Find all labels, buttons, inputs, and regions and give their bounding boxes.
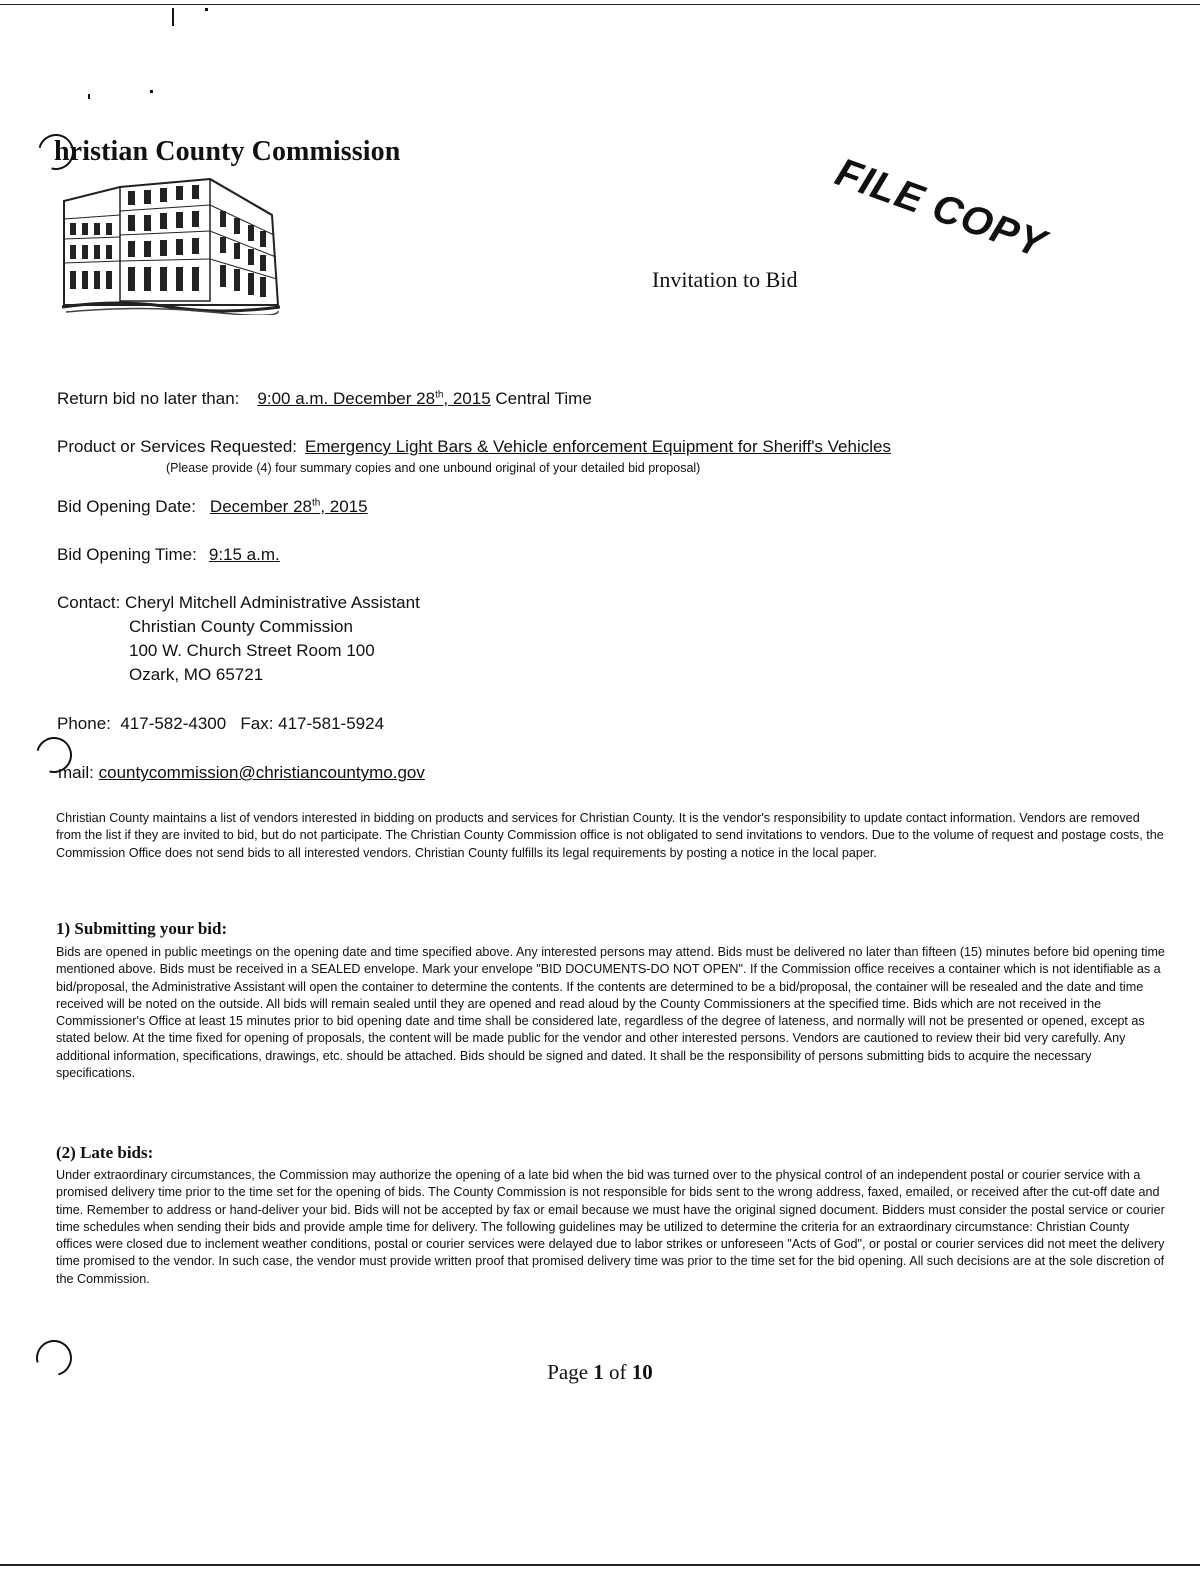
product-value: Emergency Light Bars & Vehicle enforcement Equipment for Sheriff's Vehicles — [305, 437, 891, 456]
return-bid-suffix: Central Time — [495, 389, 592, 408]
top-border-line — [0, 4, 1200, 5]
email-link[interactable]: countycommission@christiancountymo.gov — [98, 763, 425, 782]
scan-speck — [88, 94, 90, 99]
contact-city: Ozark, MO 65721 — [129, 665, 264, 684]
opening-date-label: Bid Opening Date: — [57, 497, 196, 516]
opening-date-field — [57, 497, 368, 517]
section-heading-late-bids: (2) Late bids: — [56, 1143, 154, 1162]
product-label: Product or Services Requested: — [57, 437, 298, 456]
opening-date-value: December 28th, 2015 — [209, 497, 368, 516]
opening-time-field — [57, 545, 280, 565]
scan-speck — [150, 90, 153, 93]
file-copy-stamp: FILE COPY — [829, 150, 1052, 267]
section-body-submitting: Bids are opened in public meetings on the opening date and time specified above. Any interested persons may attend. Bids must be delivered no later than fifteen (15) minutes before bid opening time mentioned above. Bids must be received in a SEALED envelope. Mark your envelope "BID DOCUMENTS-DO NOT OPEN". If the Commission office receives a container which is not identifiable as a bid/proposal, the Administrative Assistant will open the container to determine the contents. If the contents are determined to be a bid/proposal, the container will be resealed and the date and time received will be noted on the outside. All bids will remain sealed until they are opened and read aloud by the County Commissioners at the specified time. Bids which are not received in the Commissioner's Office at least 15 minutes prior to bid opening date and time shall be considered late, regardless of the degree of lateness, and normally will not be presented or opened, except as stated below. At the time fixed for opening of proposals, the content will be made public for the vendor and other interested persons. Vendors are cautioned to review their bid very carefully. Any additional information, specifications, drawings, etc. should be attached. Bids should be signed and dated. It shall be the responsibility of persons submitting bids to acquire the necessary specifications. — [56, 945, 1165, 1081]
intro-paragraph: Christian County maintains a list of vendors interested in bidding on products and services for Christian County. It is the vendor's responsibility to update contact information. Vendors are removed from the list if they are invited to bid, but do not participate. The Christian County Commission office is not obligated to send invitations to vendors. Due to the volume of request and postage costs, the Commission Office does not send bids to all interested vendors. Christian County fulfills its legal requirements by posting a notice in the local paper. — [56, 811, 1164, 860]
product-field — [57, 437, 891, 457]
page-number: Page 1 of 10 — [547, 1360, 653, 1384]
section-heading-submitting: 1) Submitting your bid: — [56, 919, 228, 938]
opening-time-label: Bid Opening Time: — [57, 545, 197, 564]
contact-phone-fax: Phone: 417-582-4300 Fax: 417-581-5924 — [57, 714, 385, 733]
courthouse-building-icon — [60, 175, 282, 315]
section-body-late-bids: Under extraordinary circumstances, the Commission may authorize the opening of a late bid when the bid was turned over to the physical control of an independent postal or courier service with a promised delivery time prior to the time set for the opening of bids. The County Commission is not responsible for bids sent to the wrong address, faxed, emailed, or received after the cut-off date and time. Remember to address or hand-deliver your bid. Bids will not be accepted by fax or email because we must have the original signed document. Bidders must consider the postal service or courier time schedules when sending their bids and provide ample time for delivery. The following guidelines may be utilized to determine the criteria for an extraordinary circumstance: Christian County offices were closed due to inclement weather conditions, postal or courier services were delayed due to labor strikes or unforeseen "Acts of God", or postal or courier services did not meet the delivery time promised to the vendor. In such case, the vendor must provide written proof that promised delivery time was prior to the time set for the bid opening. All such decisions are at the sole discretion of the Commission. — [56, 1168, 1165, 1286]
email-label: mail: — [58, 763, 94, 782]
return-bid-field — [57, 389, 592, 409]
contact-name: Contact: Cheryl Mitchell Administrative Assistant — [57, 593, 420, 612]
contact-email — [58, 763, 425, 783]
scan-speck — [205, 8, 208, 11]
opening-time-value: 9:15 a.m. — [208, 545, 280, 564]
product-note: (Please provide (4) four summary copies and one unbound original of your detailed bid proposal) — [166, 461, 701, 475]
contact-org: Christian County Commission — [129, 617, 353, 636]
contact-street: 100 W. Church Street Room 100 — [129, 641, 375, 660]
return-bid-value: 9:00 a.m. December 28th, 2015 — [257, 389, 491, 408]
bottom-border-line — [0, 1564, 1200, 1566]
scan-speck — [172, 8, 174, 26]
return-bid-label: Return bid no later than: — [57, 389, 240, 408]
document-title: Invitation to Bid — [652, 267, 798, 292]
organization-title: hristian County Commission — [54, 136, 401, 167]
